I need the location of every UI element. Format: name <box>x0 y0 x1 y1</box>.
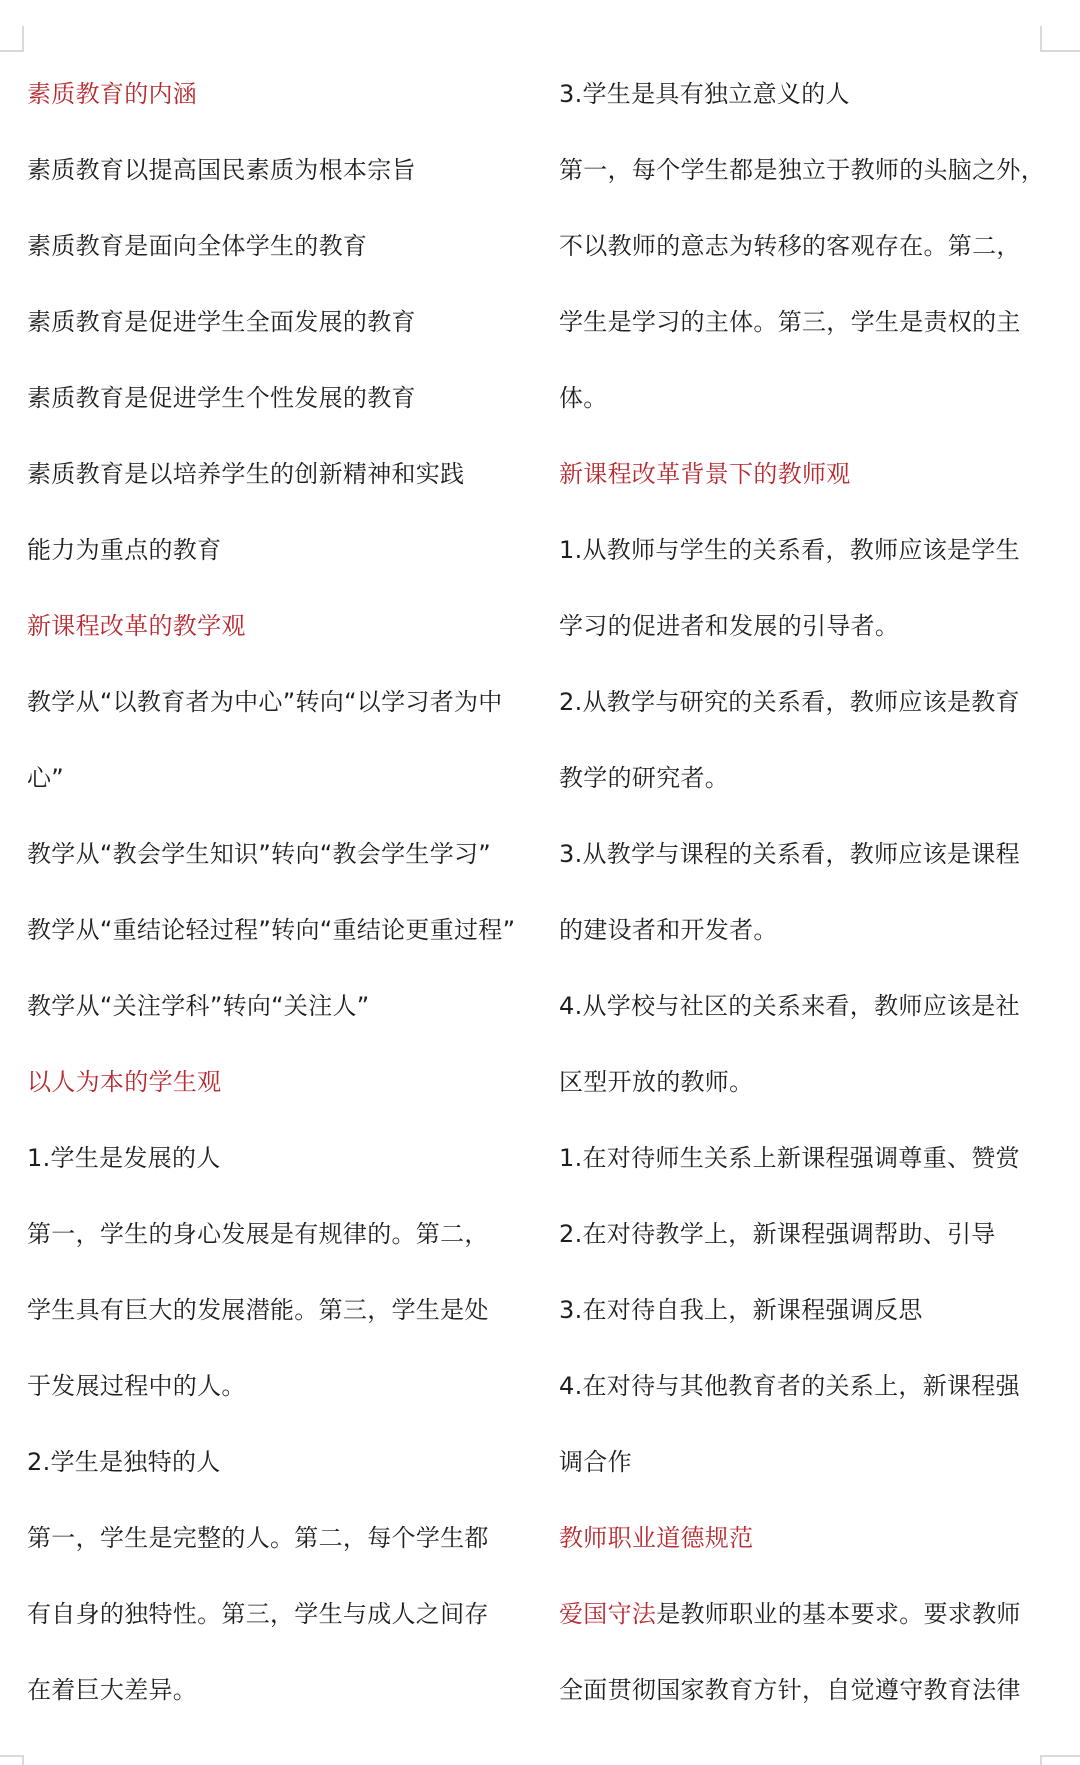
crop-mark-bottom-left <box>0 1755 24 1765</box>
crop-mark-top-right <box>1040 26 1080 52</box>
text-line: 能力为重点的教育 <box>27 536 222 564</box>
section-heading: 新课程改革的教学观 <box>27 612 246 640</box>
text-line: 第一，每个学生都是独立于教师的头脑之外， <box>559 156 1045 184</box>
section-heading: 新课程改革背景下的教师观 <box>559 460 851 488</box>
text-line: 区型开放的教师。 <box>559 1068 754 1096</box>
text-line: 1.学生是发展的人 <box>27 1144 221 1172</box>
text-line: 第一，学生的身心发展是有规律的。第二， <box>27 1220 489 1248</box>
text-line: 学生是学习的主体。第三，学生是责权的主 <box>559 308 1021 336</box>
text-line: 2.在对待教学上，新课程强调帮助、引导 <box>559 1220 996 1248</box>
text-line: 心” <box>27 764 65 792</box>
text-line: 4.从学校与社区的关系来看，教师应该是社 <box>559 992 1020 1020</box>
left-text-column <box>27 56 547 1728</box>
text-line: 第一，学生是完整的人。第二，每个学生都 <box>27 1524 489 1552</box>
text-line: 体。 <box>559 384 608 412</box>
text-line: 在着巨大差异。 <box>27 1676 198 1704</box>
text-line: 1.在对待师生关系上新课程强调尊重、赞赏 <box>559 1144 1020 1172</box>
text-line: 全面贯彻国家教育方针，自觉遵守教育法律 <box>559 1676 1021 1704</box>
text-line: 有自身的独特性。第三，学生与成人之间存 <box>27 1600 489 1628</box>
text-line: 调合作 <box>559 1448 632 1476</box>
text-line: 3.在对待自我上，新课程强调反思 <box>559 1296 923 1324</box>
text-line: 的建设者和开发者。 <box>559 916 778 944</box>
text-line: 教学从“重结论轻过程”转向“重结论更重过程” <box>27 916 516 944</box>
text-line: 1.从教师与学生的关系看，教师应该是学生 <box>559 536 1020 564</box>
text-line: 3.从教学与课程的关系看，教师应该是课程 <box>559 840 1020 868</box>
text-line: 不以教师的意志为转移的客观存在。第二， <box>559 232 1021 260</box>
section-heading: 以人为本的学生观 <box>27 1068 222 1096</box>
text-line: 教学的研究者。 <box>559 764 730 792</box>
text-line: 素质教育是面向全体学生的教育 <box>27 232 368 260</box>
section-heading: 素质教育的内涵 <box>27 80 198 108</box>
text-line: 于发展过程中的人。 <box>27 1372 246 1400</box>
text-line: 素质教育是促进学生个性发展的教育 <box>27 384 416 412</box>
text-line: 教学从“教会学生知识”转向“教会学生学习” <box>27 840 492 868</box>
crop-mark-bottom-right <box>1040 1755 1080 1765</box>
text-line: 4.在对待与其他教育者的关系上，新课程强 <box>559 1372 1020 1400</box>
text-line: 学生具有巨大的发展潜能。第三，学生是处 <box>27 1296 489 1324</box>
right-text-column <box>559 56 1059 1728</box>
text-line-rest: 是教师职业的基本要求。要求教师 <box>656 1600 1021 1628</box>
text-line <box>559 1576 1059 1652</box>
text-line: 素质教育是促进学生全面发展的教育 <box>27 308 416 336</box>
section-heading: 教师职业道德规范 <box>559 1524 754 1552</box>
text-line: 素质教育以提高国民素质为根本宗旨 <box>27 156 416 184</box>
text-line: 2.从教学与研究的关系看，教师应该是教育 <box>559 688 1020 716</box>
text-line: 学习的促进者和发展的引导者。 <box>559 612 900 640</box>
text-line: 3.学生是具有独立意义的人 <box>559 80 850 108</box>
crop-mark-top-left <box>0 26 24 52</box>
text-line: 教学从“关注学科”转向“关注人” <box>27 992 370 1020</box>
text-line: 2.学生是独特的人 <box>27 1448 221 1476</box>
highlighted-term: 爱国守法 <box>559 1600 657 1628</box>
text-line: 教学从“以教育者为中心”转向“以学习者为中 <box>27 688 503 716</box>
text-line: 素质教育是以培养学生的创新精神和实践 <box>27 460 465 488</box>
